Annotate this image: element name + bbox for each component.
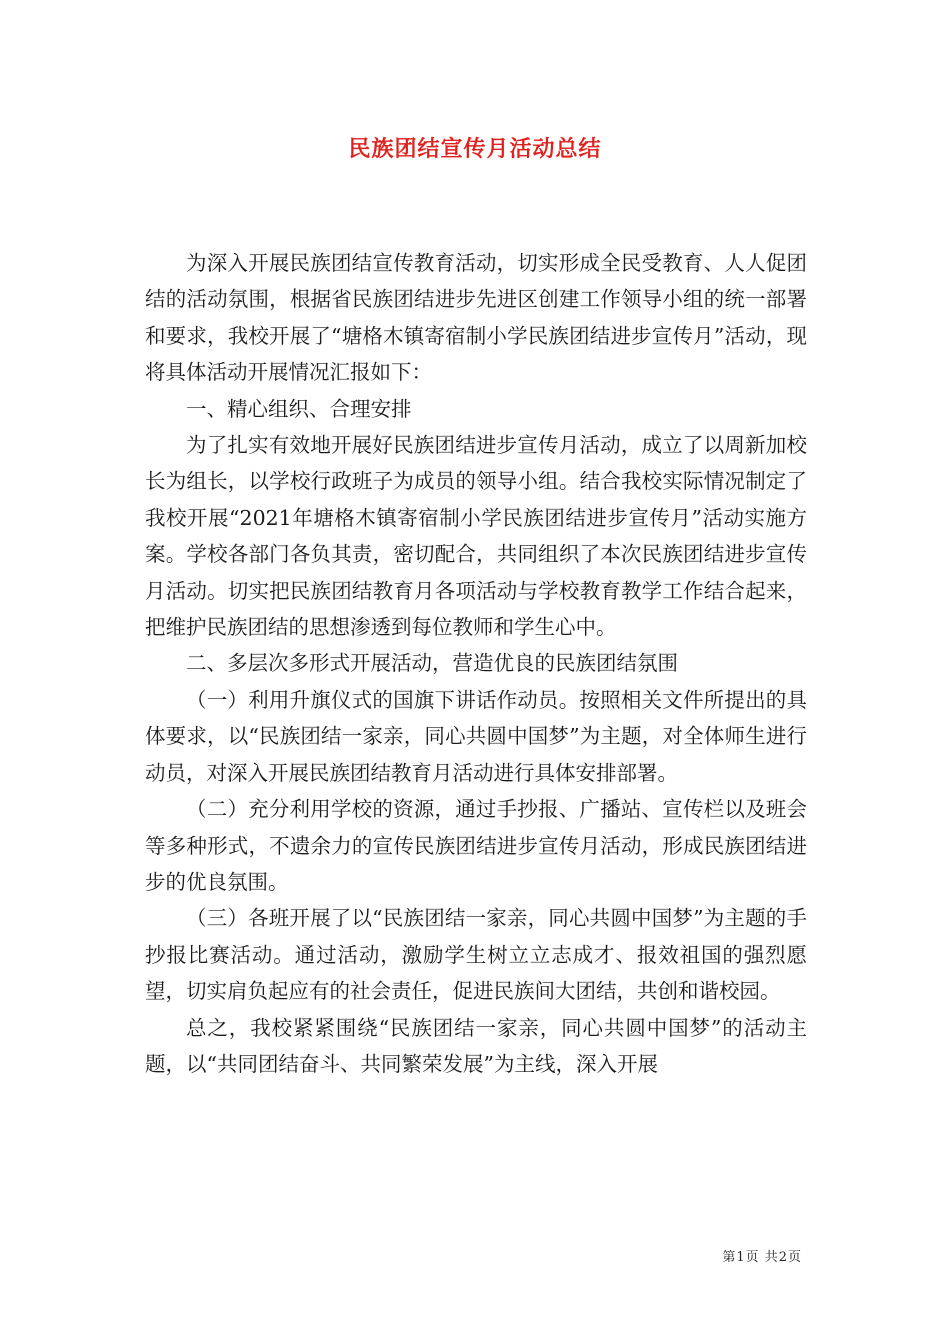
paragraph-item-1: （一）利用升旗仪式的国旗下讲话作动员。按照相关文件所提出的具体要求，以“民族团结一家亲，同心共圆中国梦”为主题，对全体师生进行动员，对深入开展民族团结教育月活动进行具体安排部署。	[145, 687, 807, 785]
document-title: 民族团结宣传月活动总结	[348, 136, 602, 162]
page-number: 第1页 共2页	[722, 1250, 802, 1265]
paragraph-item-2: （二）充分利用学校的资源，通过手抄报、广播站、宣传栏以及班会等多种形式，不遗余力的宣传民族团结进步宣传月活动，形成民族团结进步的优良氛围。	[145, 797, 807, 894]
document-body	[145, 245, 807, 1082]
paragraph-section-1: 为了扎实有效地开展好民族团结进步宣传月活动，成立了以周新加校长为组长，以学校行政班子为成员的领导小组。结合我校实际情况制定了我校开展“2021年塘格木镇寄宿制小学民族团结进步宣传月”活动实施方案。学校各部门各负其责，密切配合，共同组织了本次民族团结进步宣传月活动。切实把民族团结教育月各项活动与学校教育教学工作结合起来，把维护民族团结的思想渗透到每位教师和学生心中。	[145, 433, 807, 640]
section-heading-2: 二、多层次多形式开展活动，营造优良的民族团结氛围	[186, 651, 678, 676]
paragraph-intro: 为深入开展民族团结宣传教育活动，切实形成全民受教育、人人促团结的活动氛围，根据省民族团结进步先进区创建工作领导小组的统一部署和要求，我校开展了“塘格木镇寄宿制小学民族团结进步宣传月”活动，现将具体活动开展情况汇报如下：	[145, 251, 807, 385]
paragraph-summary: 总之，我校紧紧围绕“民族团结一家亲，同心共圆中国梦”的活动主题，以“共同团结奋斗、共同繁荣发展”为主线，深入开展	[145, 1015, 807, 1076]
section-heading-1: 一、精心组织、合理安排	[186, 396, 412, 421]
paragraph-item-3: （三）各班开展了以“民族团结一家亲，同心共圆中国梦”为主题的手抄报比赛活动。通过活动，激励学生树立立志成才、报效祖国的强烈愿望，切实肩负起应有的社会责任，促进民族间大团结，共创和谐校园。	[145, 906, 807, 1004]
